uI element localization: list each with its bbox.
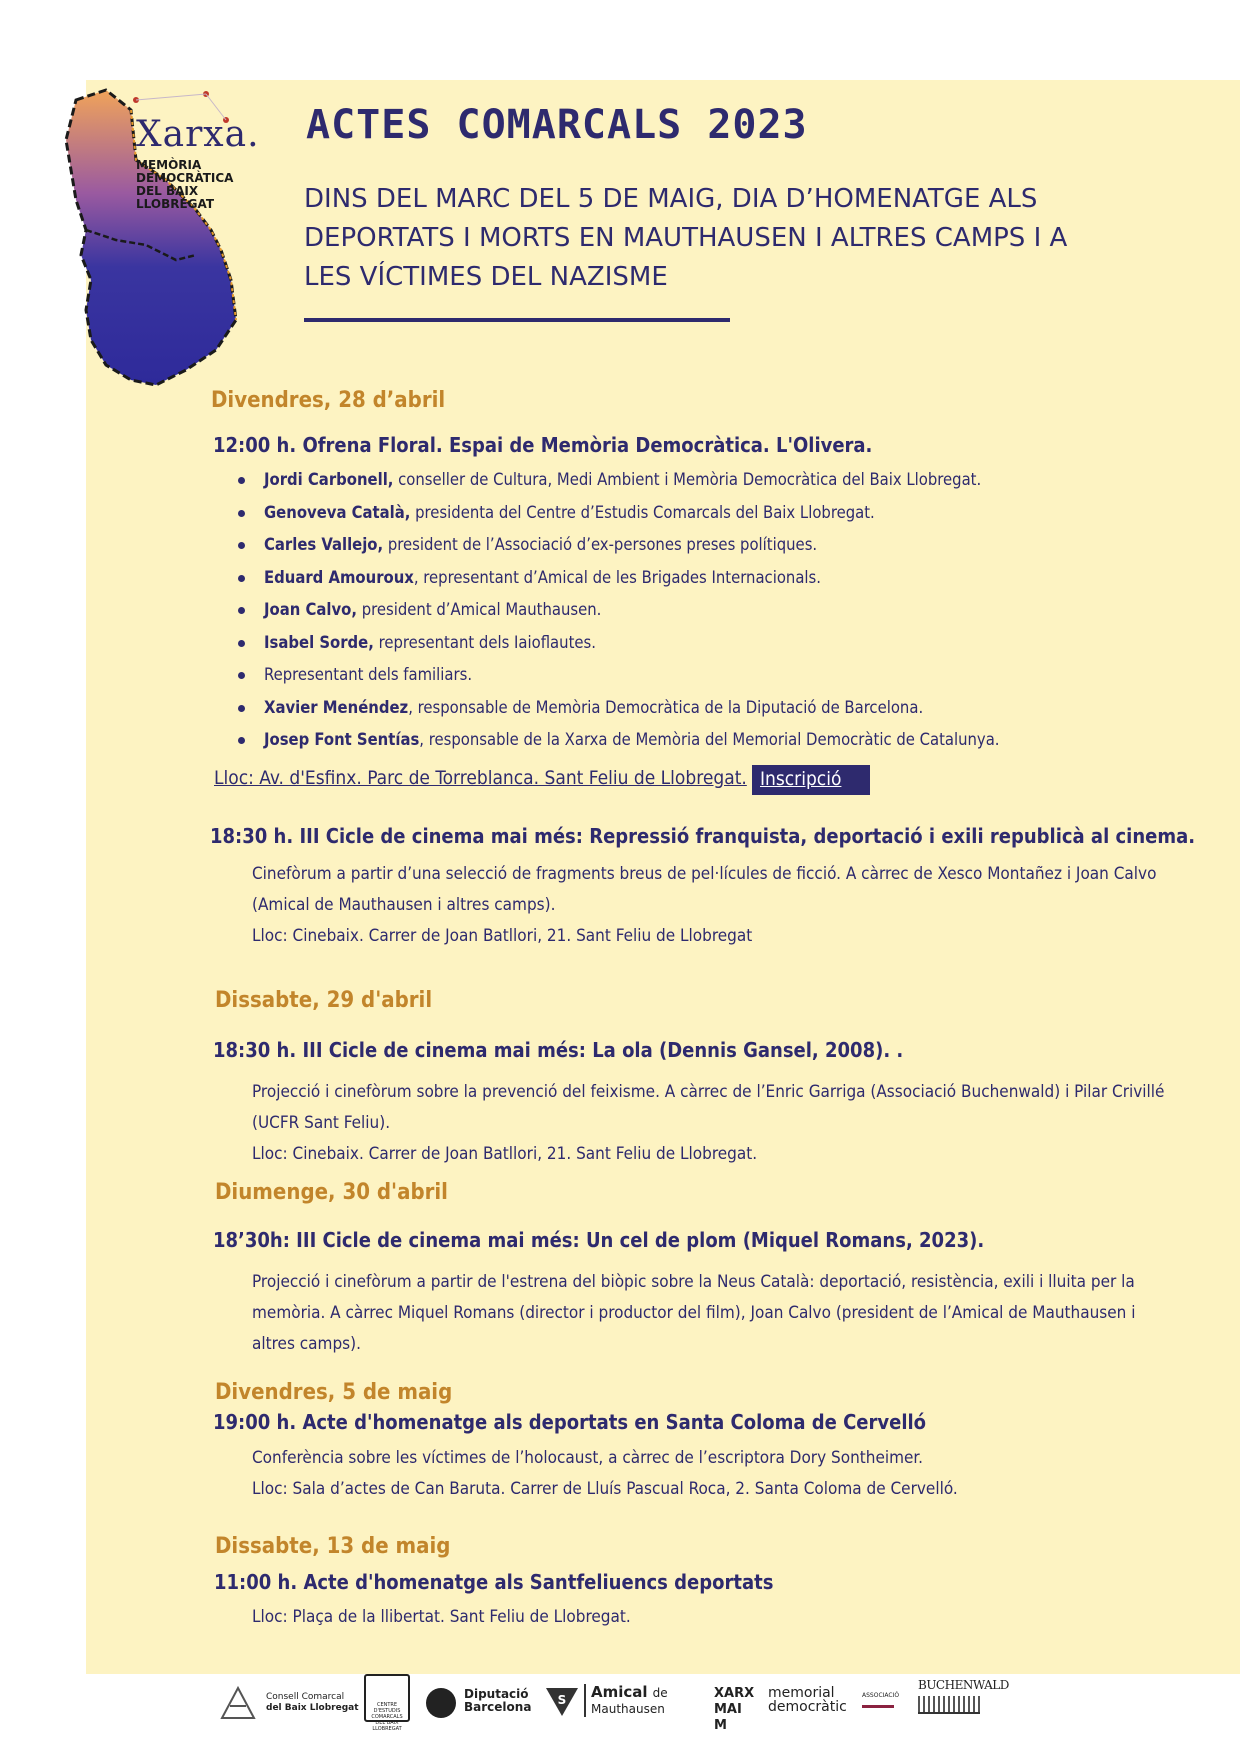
event-description: (UCFR Sant Feliu). [252,1113,391,1133]
event-description: Cinefòrum a partir d’una selecció de fragments breus de pel·lícules de ficció. A càrrec de Xesco Montañez i Joan Calvo [252,864,1157,884]
day-heading: Dissabte, 13 de maig [215,1534,451,1559]
associacio-logo: ASSOCIACIÓ [862,1692,899,1708]
location-link[interactable]: Lloc: Av. d'Esfinx. Parc de Torreblanca. Sant Feliu de Llobregat. [214,767,747,789]
event-location: Lloc: Sala d’actes de Can Baruta. Carrer de Lluís Pascual Roca, 2. Santa Coloma de Cervelló. [252,1479,958,1499]
consell-comarcal-icon [220,1686,256,1720]
day-heading: Divendres, 28 d’abril [211,388,446,413]
event-description: (Amical de Mauthausen i altres camps). [252,895,556,915]
event-title: 18:30 h. III Cicle de cinema mai més: La ola (Dennis Gansel, 2008). . [213,1038,904,1062]
list-item: Josep Font Sentías, responsable de la Xarxa de Memòria del Memorial Democràtic de Catalunya. [238,724,1000,757]
diputacio-icon [426,1688,456,1718]
event-title: 18:30 h. III Cicle de cinema mai més: Repressió franquista, deportació i exili republicà al cinema. [210,824,1196,848]
diputacio-logo: Diputació Barcelona [464,1687,532,1714]
xarxa-mai-mes-logo: XARX MAI M [686,1686,746,1722]
list-item: Representant dels familiars. [238,659,1000,692]
event-description: altres camps). [252,1334,361,1354]
list-item: Xavier Menéndez, responsable de Memòria Democràtica de la Diputació de Barcelona. [238,692,1000,725]
event-description: Projecció i cinefòrum sobre la prevenció del feixisme. A càrrec de l’Enric Garriga (Associació Buchenwald) i Pilar Crivillé [252,1082,1165,1102]
logo-name: Xarxa. [136,114,260,155]
memorial-democratic-logo: memorial democràtic [768,1685,847,1715]
list-item: Carles Vallejo, president de l’Associació d’ex-persones preses polítiques. [238,529,1000,562]
logo-subtitle: MEMÒRIA DEMOCRÀTICA DEL BAIX LLOBREGAT [136,158,234,211]
page-title: ACTES COMARCALS 2023 [306,102,808,148]
centre-estudis-logo: CENTRE D'ESTUDIS COMARCALS DEL BAIX LLOBREGAT [364,1674,410,1722]
list-item: Joan Calvo, president d’Amical Mauthausen. [238,594,1000,627]
event-location: Lloc: Plaça de la llibertat. Sant Feliu de Llobregat. [252,1607,631,1627]
event-description: Projecció i cinefòrum a partir de l'estrena del biòpic sobre la Neus Català: deportació, resistència, exili i lluita per la [252,1272,1135,1292]
event-description: memòria. A càrrec Miquel Romans (director i productor del film), Joan Calvo (president de l’Amical de Mauthausen i [252,1303,1136,1323]
day-heading: Dissabte, 29 d'abril [215,988,433,1013]
amical-triangle-icon [544,1686,580,1718]
consell-comarcal-logo: Consell Comarcal del Baix Llobregat [266,1692,359,1713]
event-title: 19:00 h. Acte d'homenatge als deportats en Santa Coloma de Cervelló [213,1410,927,1434]
day-heading: Divendres, 5 de maig [215,1380,453,1405]
event-title: 12:00 h. Ofrena Floral. Espai de Memòria Democràtica. L'Olivera. [213,433,873,457]
title-divider [304,318,730,322]
list-item: Jordi Carbonell, conseller de Cultura, Medi Ambient i Memòria Democràtica del Baix Llobregat. [238,464,1000,497]
event-title: 11:00 h. Acte d'homenatge als Santfeliuencs deportats [214,1570,774,1594]
list-item: Eduard Amouroux, representant d’Amical de les Brigades Internacionals. [238,562,1000,595]
event-description: Conferència sobre les víctimes de l’holocaust, a càrrec de l’escriptora Dory Sontheimer. [252,1448,924,1468]
event-title: 18’30h: III Cicle de cinema mai més: Un cel de plom (Miquel Romans, 2023). [213,1228,985,1252]
list-item: Isabel Sorde, representant dels Iaioflautes. [238,627,1000,660]
svg-text:S: S [557,1693,567,1707]
list-item: Genoveva Català, presidenta del Centre d’Estudis Comarcals del Baix Llobregat. [238,497,1000,530]
speaker-list [238,464,1000,757]
event-location: Lloc: Cinebaix. Carrer de Joan Batllori, 21. Sant Feliu de Llobregat [252,926,753,946]
page-subtitle: DINS DEL MARC DEL 5 DE MAIG, DIA D’HOMENATGE ALS DEPORTATS I MORTS EN MAUTHAUSEN I ALTRES CAMPS I A LES VÍCTIMES DEL NAZISME [304,184,1068,292]
event-location: Lloc: Cinebaix. Carrer de Joan Batllori, 21. Sant Feliu de Llobregat. [252,1144,758,1164]
day-heading: Diumenge, 30 d'abril [215,1180,448,1205]
register-button[interactable]: Inscripció [752,765,870,795]
buchenwald-logo: BUCHENWALD [918,1678,1009,1714]
sponsor-logos [218,1672,1009,1733]
logo-text [136,114,260,211]
amical-mauthausen-logo: Amical de Mauthausen [584,1684,668,1717]
